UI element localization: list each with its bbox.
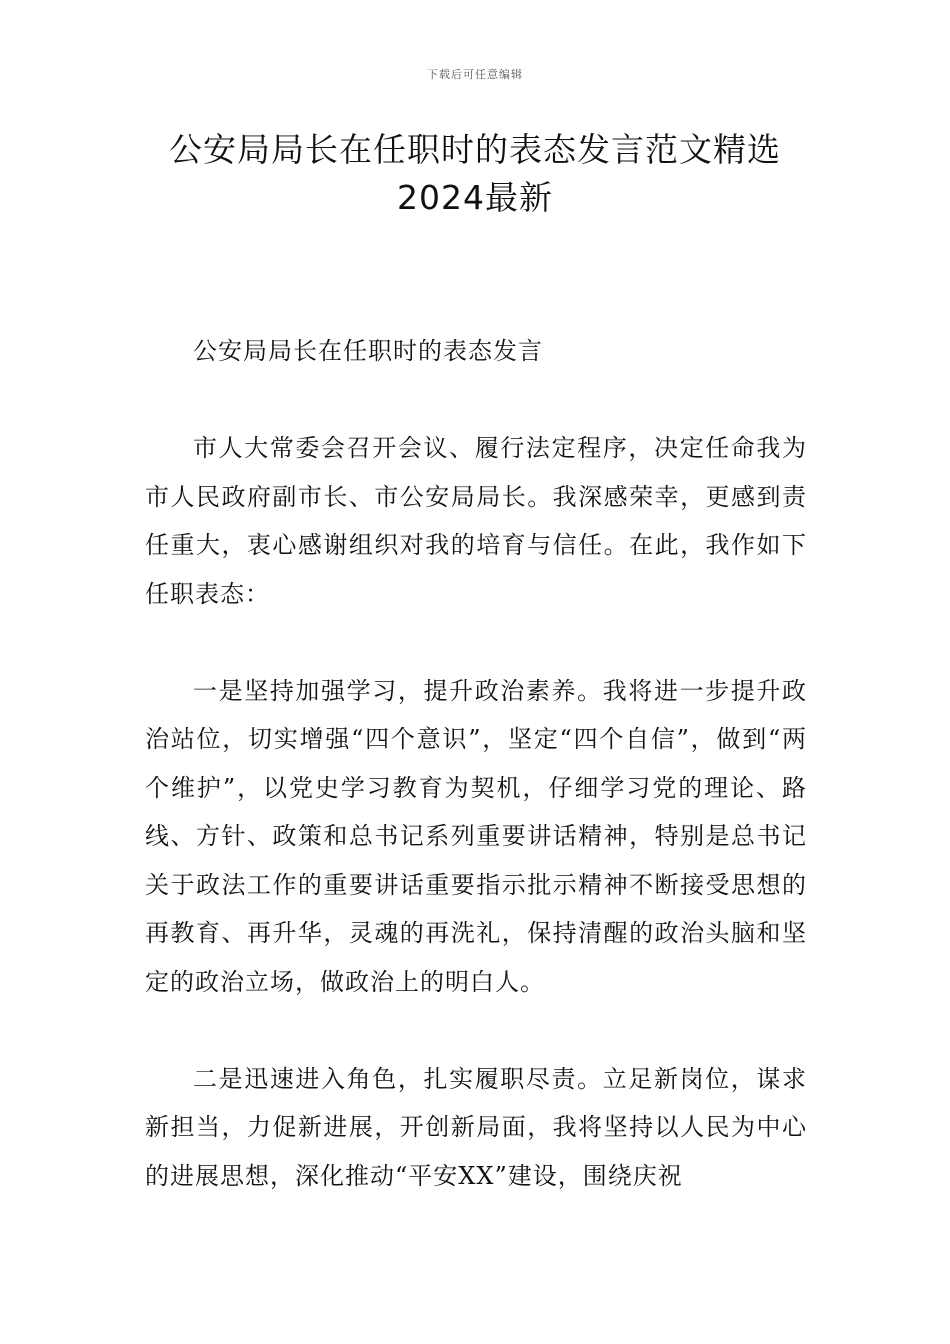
- title-line-1: 公安局局长在任职时的表态发言范文精选: [169, 130, 781, 169]
- paragraph-subtitle: 公安局局长在任职时的表态发言: [193, 337, 543, 365]
- header-note: 下载后可任意编辑: [427, 68, 523, 81]
- title-line-2: 2024最新: [397, 178, 553, 217]
- paragraph-intro: 市人大常委会召开会议、履行法定程序，决定任命我为市人民政府副市长、市公安局局长。我深感荣幸，更感到责任重大，衷心感谢组织对我的培育与信任。在此，我作如下任职表态：: [145, 434, 807, 608]
- paragraph-point-one: 一是坚持加强学习，提升政治素养。我将进一步提升政治站位，切实增强“四个意识”，坚定“四个自信”，做到“两个维护”，以党史学习教育为契机，仔细学习党的理论、路线、方针、政策和总书记系列重要讲话精神，特别是总书记关于政法工作的重要讲话重要指示批示精神不断接受思想的再教育、再升华，灵魂的再洗礼，保持清醒的政治头脑和坚定的政治立场，做政治上的明白人。: [145, 676, 807, 996]
- document-title: [120, 126, 830, 222]
- document-body: [145, 327, 807, 1200]
- paragraph-point-two: 二是迅速进入角色，扎实履职尽责。立足新岗位，谋求新担当，力促新进展，开创新局面，我将坚持以人民为中心的进展思想，深化推动“平安XX”建设，围绕庆祝: [145, 1064, 807, 1190]
